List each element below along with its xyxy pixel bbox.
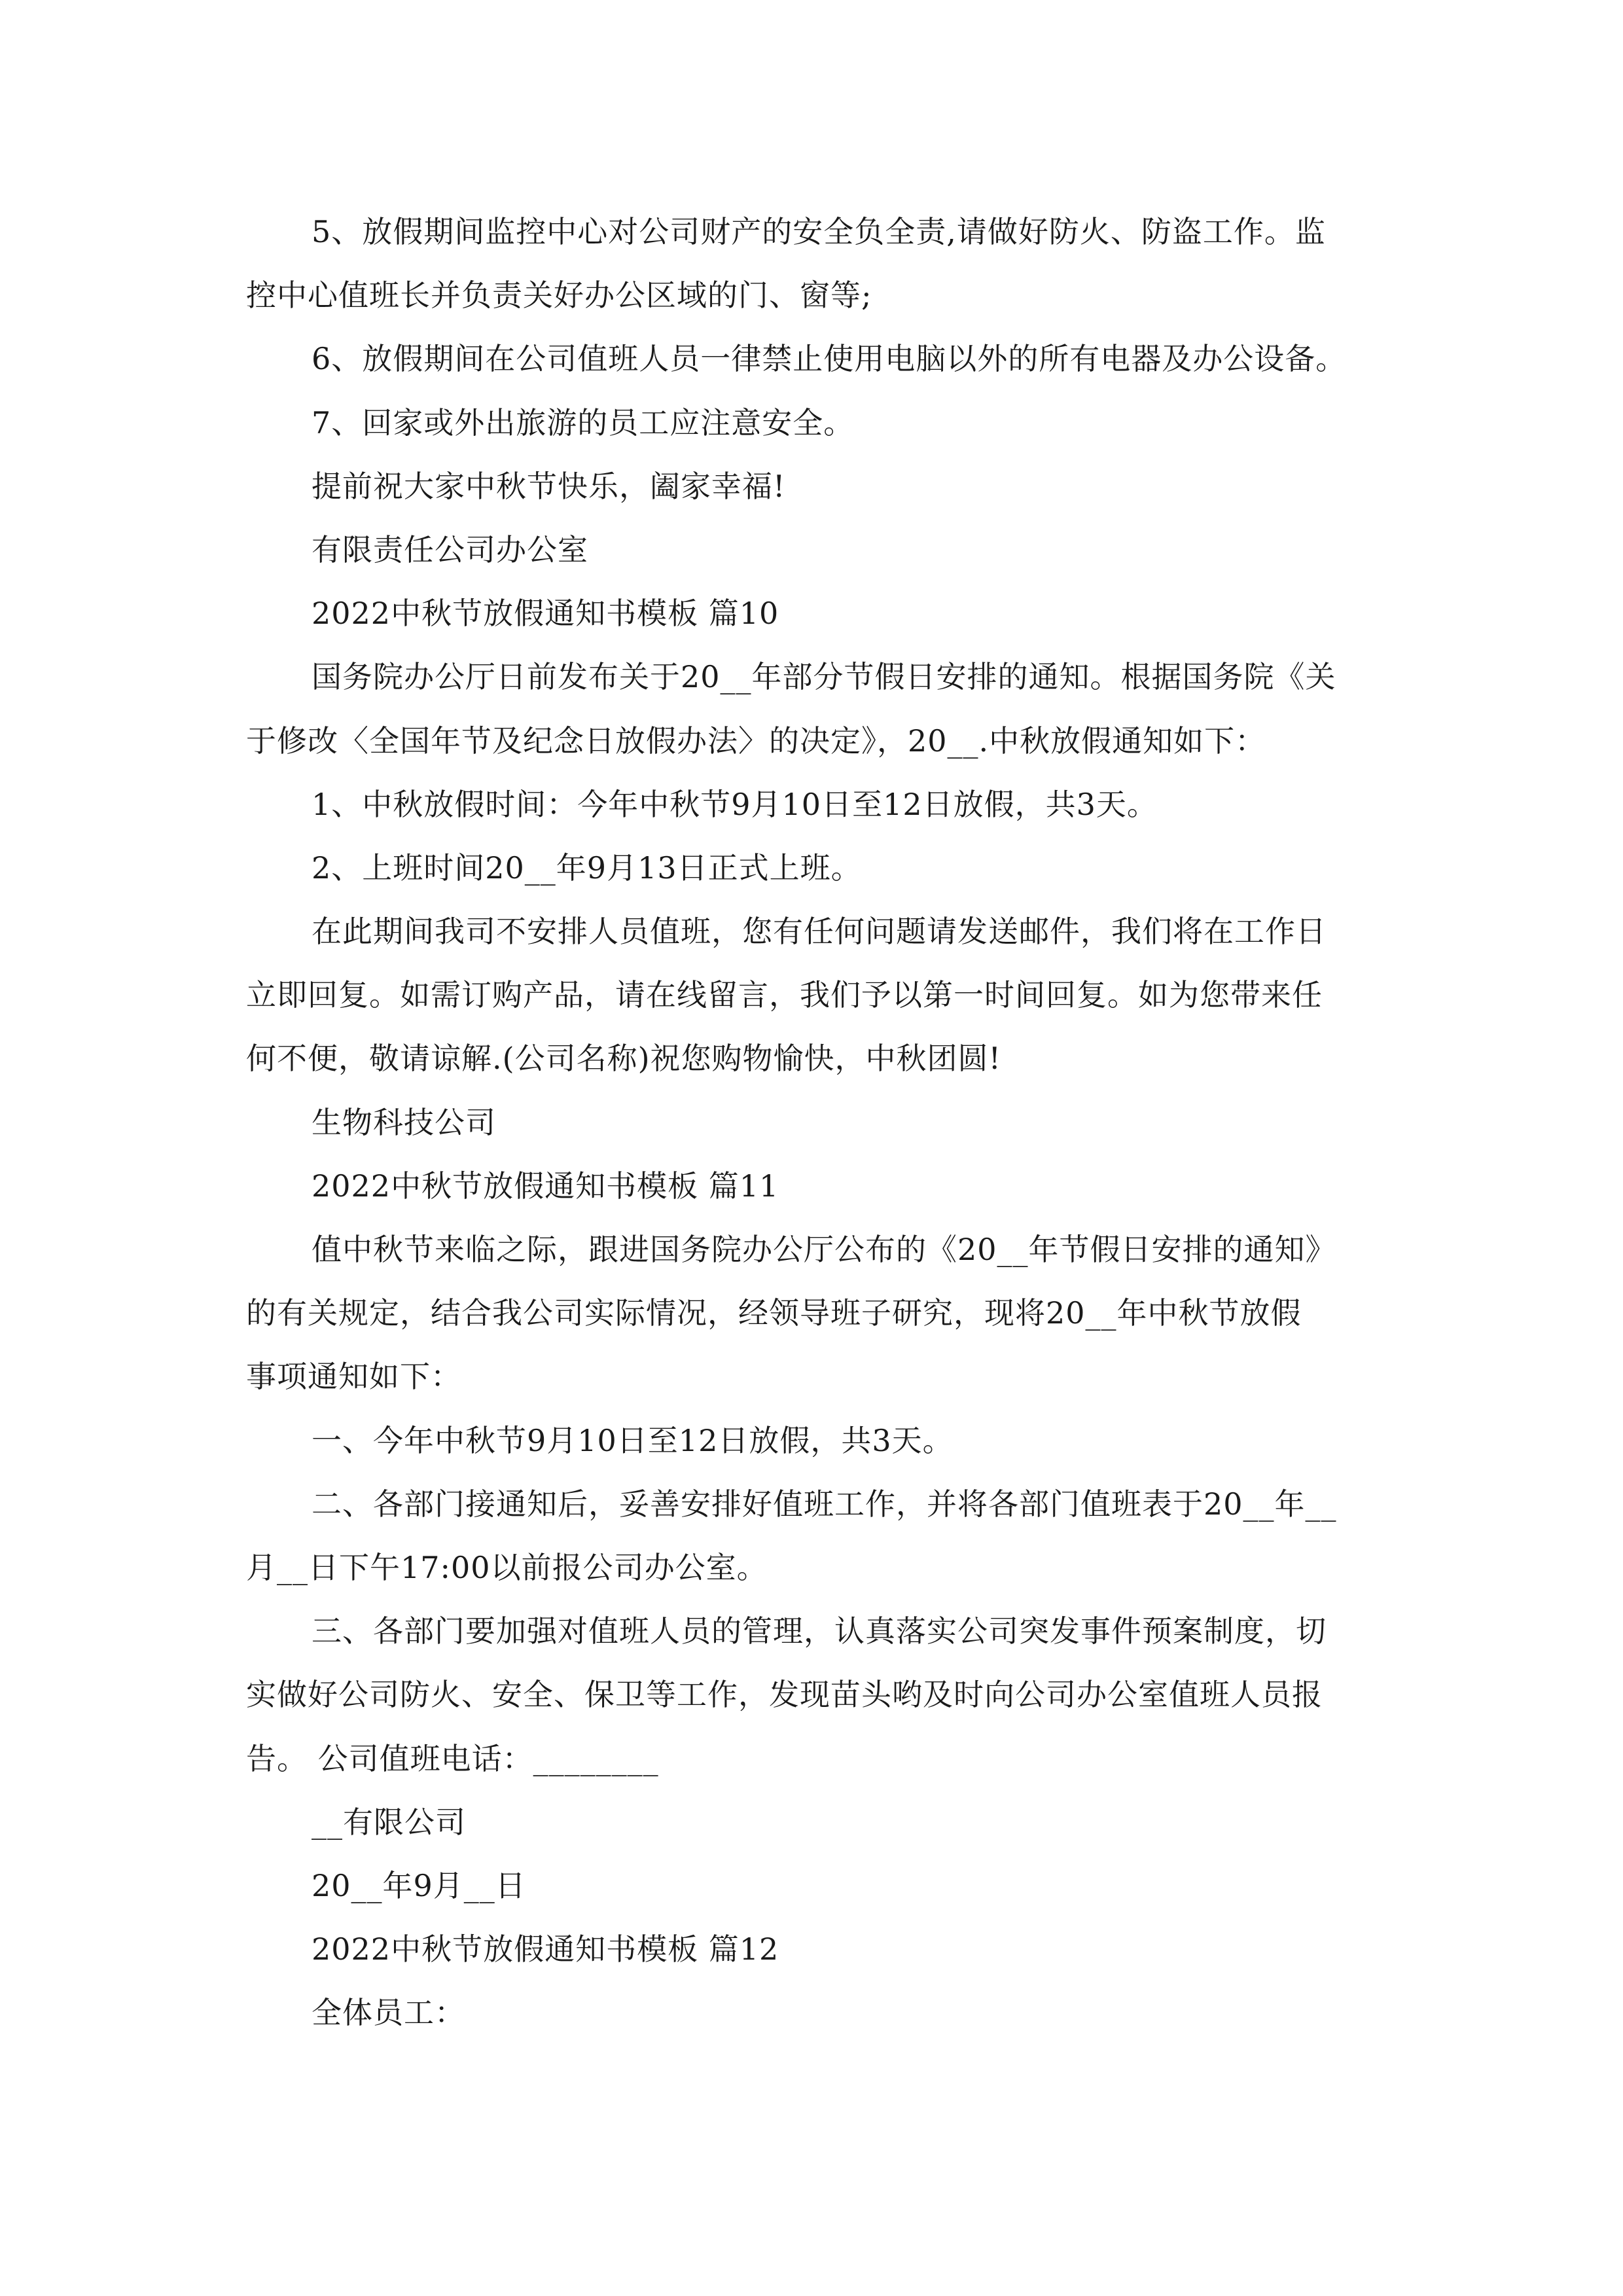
paragraph-line: 控中心值班长并负责关好办公区域的门、窗等; [246,278,872,314]
paragraph-line: 月__日下午17:00以前报公司办公室。 [246,1549,768,1585]
date-line: 20__年9月__日 [312,1867,526,1903]
paragraph-line: 一、今年中秋节9月10日至12日放假，共3天。 [312,1422,954,1458]
paragraph-line: 二、各部门接通知后，妥善安排好值班工作，并将各部门值班表于20__年__ [312,1486,1337,1522]
paragraph-line: 三、各部门要加强对值班人员的管理，认真落实公司突发事件预案制度，切 [312,1613,1327,1649]
signature-line: 生物科技公司 [312,1104,496,1140]
paragraph-line: 告。 公司值班电话：________ [246,1740,659,1776]
paragraph-line: 何不便，敬请谅解.(公司名称)祝您购物愉快，中秋团圆! [246,1041,1001,1077]
paragraph-line: 6、放假期间在公司值班人员一律禁止使用电脑以外的所有电器及办公设备。 [312,341,1347,377]
paragraph-line: 在此期间我司不安排人员值班，您有任何问题请发送邮件，我们将在工作日 [312,914,1327,950]
paragraph-line: 7、回家或外出旅游的员工应注意安全。 [312,404,855,440]
paragraph-line: 值中秋节来临之际，跟进国务院办公厅公布的《20__年节假日安排的通知》 [312,1232,1336,1267]
paragraph-line: 国务院办公厅日前发布关于20__年部分节假日安排的通知。根据国务院《关 [312,659,1336,695]
signature-line: 有限责任公司办公室 [312,531,588,567]
signature-line: __有限公司 [312,1804,466,1840]
paragraph-line: 事项通知如下： [246,1359,461,1395]
section-heading: 2022中秋节放假通知书模板 篇12 [312,1931,779,1967]
section-heading: 2022中秋节放假通知书模板 篇11 [312,1168,779,1204]
paragraph-line: 立即回复。如需订购产品，请在线留言，我们予以第一时间回复。如为您带来任 [246,977,1323,1013]
paragraph-line: 1、中秋放假时间：今年中秋节9月10日至12日放假，共3天。 [312,786,1158,822]
paragraph-line: 2、上班时间20__年9月13日正式上班。 [312,850,862,886]
paragraph-line: 于修改〈全国年节及纪念日放假办法〉的决定》，20__.中秋放假通知如下： [246,723,1266,759]
paragraph-line: 实做好公司防火、安全、保卫等工作，发现苗头哟及时向公司办公室值班人员报 [246,1677,1323,1713]
document-body [246,200,1385,2045]
paragraph-line: 提前祝大家中秋节快乐，阖家幸福! [312,468,786,504]
paragraph-line: 的有关规定，结合我公司实际情况，经领导班子研究，现将20__年中秋节放假 [246,1295,1302,1331]
section-heading: 2022中秋节放假通知书模板 篇10 [312,596,779,632]
salutation-line: 全体员工： [312,1995,465,2031]
paragraph-line: 5、放假期间监控中心对公司财产的安全负全责,请做好防火、防盗工作。监 [312,214,1326,249]
